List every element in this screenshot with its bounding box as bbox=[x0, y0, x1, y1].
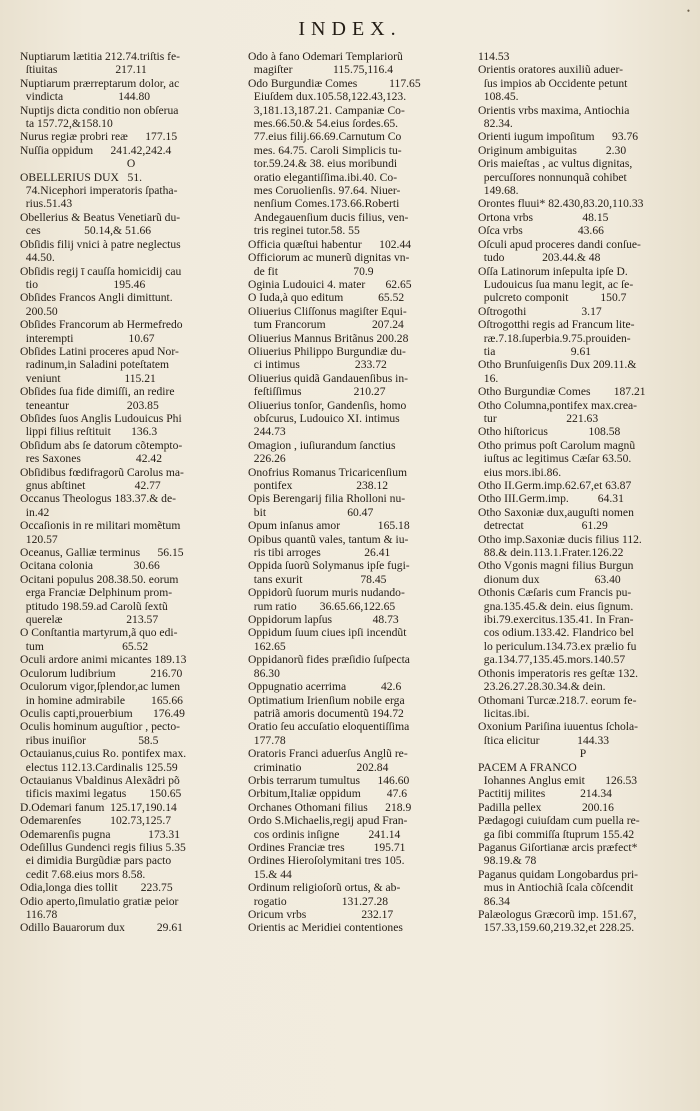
index-entry-text: Obſidis filij vnici à patre neglectus 44.50. bbox=[20, 237, 181, 265]
index-entry bbox=[478, 157, 690, 197]
index-entry bbox=[248, 332, 472, 345]
index-entry bbox=[248, 533, 472, 560]
index-entry bbox=[478, 908, 690, 935]
index-entry bbox=[20, 573, 244, 627]
index-entry-text: Odemarenſis pugna 173.31 bbox=[20, 827, 181, 841]
index-entry-text: P bbox=[579, 747, 589, 761]
index-entry-text: Obſides ſuos Anglis Ludouicus Phi lippi filius reſtituit 136.3 bbox=[20, 411, 182, 439]
index-entry-text: Oppidorũ ſuorum muris nudando- rum ratio 36.65.66,122.65 bbox=[248, 586, 405, 613]
index-entry bbox=[248, 921, 472, 934]
index-entry bbox=[248, 613, 472, 626]
index-entry-text: O Iuda,à quo editum 65.52 bbox=[248, 291, 405, 305]
index-entry bbox=[20, 626, 244, 653]
index-entry-text: PACEM A FRANCO Iohannes Anglus emit 126.53 bbox=[478, 760, 638, 787]
index-entry-text: Odemarenſes 102.73,125.7 bbox=[20, 814, 172, 828]
index-entry-text: Obſides Latini proceres apud Nor- radinum,in Saladini poteſtatem veniunt 115.21 bbox=[20, 344, 179, 385]
index-entry bbox=[478, 385, 690, 398]
index-entry bbox=[20, 318, 244, 345]
index-entry-text: Octauianus Vbaldinus Alexãdri põ tificis maximi legatus 150.65 bbox=[20, 773, 182, 801]
index-entry bbox=[248, 251, 472, 278]
index-entry-text: Optimatium Irienſium nobile erga patriã amoris documentũ 194.72 bbox=[248, 693, 405, 720]
index-entry-text: O bbox=[126, 157, 138, 171]
index-entry bbox=[478, 801, 690, 814]
index-entry bbox=[248, 345, 472, 372]
index-entry bbox=[248, 305, 472, 332]
index-entry-text: Oppida ſuorũ Solymanus ipſe fugi- tans exurit 78.45 bbox=[248, 559, 410, 586]
index-entry bbox=[20, 828, 244, 841]
index-entry-text: Paganus Giſortianæ arcis præfect* 98.19.& 78 bbox=[478, 840, 638, 868]
index-entry bbox=[20, 50, 244, 77]
index-entry-text: Oſſa Latinorum inſepulta ipſe D. Ludouicus ſua manu legit, ac ſe- pulcreto componit 150.7 bbox=[478, 264, 634, 305]
index-entry bbox=[20, 104, 244, 131]
index-entry bbox=[478, 439, 690, 479]
index-entry bbox=[248, 238, 472, 251]
index-entry-text: Orientis vrbs maxima, Antiochia 82.34. bbox=[478, 103, 630, 131]
index-entry bbox=[248, 559, 472, 586]
index-entry-text: Oppidorum lapſus 48.73 bbox=[248, 613, 399, 627]
index-entry bbox=[20, 492, 244, 519]
index-entry-text: Oliuerius Cliſſonus magiſter Equi- tum Francorum 207.24 bbox=[248, 304, 407, 332]
index-entry bbox=[478, 305, 690, 318]
index-entry-text: Occaſionis in re militari momẽtum 120.57 bbox=[20, 519, 181, 546]
index-entry bbox=[248, 908, 472, 921]
index-entry bbox=[478, 841, 690, 868]
index-entry bbox=[20, 546, 244, 559]
index-entry bbox=[20, 211, 244, 238]
index-entry-text: Orbitum,Italiæ oppidum 47.6 bbox=[248, 787, 408, 801]
index-entry-text: Oliuerius Mannus Britãnus 200.28 bbox=[248, 331, 409, 345]
index-entry bbox=[20, 667, 244, 680]
index-entry-text: Oculis capti,prouerbium 176.49 bbox=[20, 706, 185, 720]
running-head: INDEX. bbox=[298, 18, 402, 40]
index-column-1 bbox=[20, 50, 244, 935]
index-entry-text: Otho imp.Saxoniæ ducis filius 112. 88.& dein.113.1.Frater.126.22 bbox=[478, 532, 642, 560]
index-entry bbox=[248, 278, 472, 291]
index-entry-text: Othomani Turcæ.218.7. eorum fe- licitas.ibi. bbox=[478, 693, 637, 720]
index-entry bbox=[478, 265, 690, 305]
index-entry bbox=[478, 211, 690, 224]
index-entry-text: Orontes fluui* 82.430,83.20,110.33 bbox=[478, 197, 644, 211]
index-entry bbox=[478, 425, 690, 438]
index-entry bbox=[248, 519, 472, 532]
index-entry-text: Otho primus poſt Carolum magnũ iuſtus ac legitimus Cæſar 63.50. eius mors.ibi.86. bbox=[478, 438, 636, 479]
index-entry-text: Odeſillus Gundenci regis filius 5.35 ei dimidia Burgũdiæ pars pacto cedit 7.68.eius mors 8.58. bbox=[20, 840, 186, 881]
index-entry-text: Otho hiſtoricus 108.58 bbox=[478, 425, 621, 439]
index-entry-text: Oppugnatio acerrima 42.6 bbox=[248, 680, 402, 694]
index-entry-text: Onofrius Romanus Tricaricenſium pontifex 238.12 bbox=[248, 465, 408, 492]
index-entry bbox=[248, 881, 472, 908]
index-entry-text: Obſidibus fœdifragorũ Carolus ma- gnus abſtinet 42.77 bbox=[20, 465, 184, 492]
index-entry bbox=[20, 466, 244, 493]
index-entry bbox=[478, 479, 690, 492]
index-entry-text: 114.53 bbox=[478, 50, 510, 63]
section-letter bbox=[478, 747, 690, 760]
index-entry-text: Oricum vrbs 232.17 bbox=[248, 908, 394, 921]
index-entry-text: Obellerius & Beatus Venetiarũ du- ces 50.14,& 51.66 bbox=[20, 210, 181, 238]
index-entry bbox=[478, 358, 690, 385]
index-entry-text: Oſculi apud proceres dandi conſue- tudo 203.44.& 48 bbox=[478, 237, 641, 265]
index-entry bbox=[248, 694, 472, 721]
index-entry bbox=[248, 841, 472, 854]
index-entry bbox=[20, 814, 244, 827]
index-entry-text: Oratio ſeu accuſatio eloquentiſſima 177.78 bbox=[248, 720, 410, 747]
index-entry-text: Otho Burgundiæ Comes 187.21 bbox=[478, 385, 646, 399]
index-entry-text: Eiuſdem dux.105.58,122.43,123. 3,181.13,187.21. Campaniæ Co- mes.66.50.& 54.eius ſordes.65. 77.eius filij.66.69.Carnutum Co mes. 64.75. Caroli Simplicis tu- tor.59.24.& 38. eius moribundi oratio elegantiſſima.ibi.40. Co- mes Coruolienſis. 97.64. Niuer- nenſium Comes.173.66.Roberti Andegauenſium ducis filius, ven- tris reginei tutor.58. 55 bbox=[253, 90, 409, 238]
index-entry-text: Pactitij milites 214.34 bbox=[478, 787, 612, 801]
index-entry bbox=[478, 533, 690, 560]
index-entry bbox=[20, 921, 244, 934]
index-entry bbox=[478, 63, 690, 103]
index-entry bbox=[20, 559, 244, 572]
index-entry-text: Oppidanorũ fides præſidio ſuſpecta 86.30 bbox=[248, 653, 410, 680]
index-entry bbox=[20, 291, 244, 318]
index-entry-text: Officiorum ac munerũ dignitas vn- de fit 70.9 bbox=[248, 251, 410, 278]
index-entry bbox=[248, 787, 472, 800]
index-entry-text: Pædagogi cuiuſdam cum puella re- ga ſibi commiſſa ſtuprum 155.42 bbox=[478, 814, 640, 841]
index-entry-text: Nuſſia oppidum 241.42,242.4 bbox=[20, 143, 172, 157]
index-entry-text: Otho Brunſuigenſis Dux 209.11.& 16. bbox=[478, 358, 637, 385]
index-entry bbox=[248, 439, 472, 466]
index-entry bbox=[478, 104, 690, 131]
index-entry bbox=[20, 385, 244, 412]
index-entry-text: Nuptijs dicta conditio non obſerua ta 157.72,&158.10 bbox=[20, 103, 179, 131]
index-entry bbox=[20, 345, 244, 385]
index-entry bbox=[478, 787, 690, 800]
index-entry-text: Ordines Hieroſolymitani tres 105. 15.& 44 bbox=[248, 854, 405, 881]
index-entry-text: Orienti iugum impoſitum 93.76 bbox=[478, 130, 639, 144]
index-entry bbox=[248, 586, 472, 613]
index-entry bbox=[248, 291, 472, 304]
index-entry-text: Ordo S.Michaelis,regij apud Fran- cos ordinis inſigne 241.14 bbox=[248, 814, 408, 841]
index-entry bbox=[248, 854, 472, 881]
index-entry bbox=[478, 197, 690, 210]
index-entry bbox=[20, 841, 244, 881]
index-entry bbox=[20, 412, 244, 439]
index-entry bbox=[20, 519, 244, 546]
index-entry bbox=[20, 653, 244, 666]
index-entry-text: Ocitana colonia 30.66 bbox=[20, 559, 160, 573]
index-entry-text: Oliuerius tonſor, Gandenſis, homo obſcurus, Ludouico XI. intimus 244.73 bbox=[248, 398, 407, 439]
index-entry-text: Otho III.Germ.imp. 64.31 bbox=[478, 492, 624, 506]
index-entry-text: Otho II.Germ.imp.62.67,et 63.87 bbox=[478, 479, 632, 492]
index-entry bbox=[478, 720, 690, 747]
index-column-3 bbox=[478, 50, 690, 935]
index-entry-text: Orbis terrarum tumultus 146.60 bbox=[248, 773, 410, 787]
index-entry bbox=[248, 626, 472, 653]
index-entry bbox=[20, 774, 244, 801]
index-entry bbox=[248, 399, 472, 439]
index-entry bbox=[478, 399, 690, 426]
index-entry bbox=[478, 586, 690, 666]
index-entry bbox=[20, 265, 244, 292]
index-entry-text: Opis Berengarij filia Rholloni nu- bit 60.47 bbox=[248, 492, 406, 519]
index-entry-text: Palæologus Græcorũ imp. 151.67, 157.33,159.60,219.32,et 228.25. bbox=[478, 908, 637, 935]
index-entry-text: Otho Vgonis magni filius Burgun dionum dux 63.40 bbox=[478, 559, 634, 586]
index-entry-text: Padilla pellex 200.16 bbox=[478, 800, 614, 814]
index-entry-text: Oppidum ſuum ciues ipſi incendũt 162.65 bbox=[248, 626, 407, 653]
index-entry bbox=[478, 130, 690, 143]
index-entry bbox=[20, 144, 244, 157]
index-entry bbox=[20, 130, 244, 143]
index-entry bbox=[248, 372, 472, 399]
index-entry-text: Nurus regiæ probri reæ 177.15 bbox=[20, 130, 178, 144]
index-entry-text: Opibus quantũ vales, tantum & iu- ris tibi arroges 26.41 bbox=[248, 532, 409, 560]
index-entry bbox=[248, 747, 472, 774]
index-entry bbox=[478, 238, 690, 265]
index-entry-text: Oliuerius quidã Gandauenſibus in- feſtiſſimus 210.27 bbox=[248, 371, 409, 399]
index-entry-text: Octauianus,cuius Ro. pontifex max. electus 112.13.Cardinalis 125.59 bbox=[20, 747, 187, 774]
index-entry bbox=[248, 814, 472, 841]
index-entry bbox=[20, 720, 244, 747]
index-entry-text: Otho Saxoniæ dux,auguſti nomen detrectat 61.29 bbox=[478, 505, 634, 533]
index-entry bbox=[248, 653, 472, 680]
index-entry-text: Obſidis regij ī cauſſa homicidij cau tio 195.46 bbox=[20, 264, 182, 291]
index-entry-text: Oculorum vigor,ſplendor,ac lumen in homine admirabile 165.66 bbox=[20, 680, 183, 707]
index-entry-text: Oxonium Pariſina iuuentus ſchola- ſtica elicitur 144.33 bbox=[478, 720, 639, 747]
index-entry-text: Otho Columna,pontifex max.crea- tur 221.63 bbox=[478, 398, 638, 425]
index-entry bbox=[478, 559, 690, 586]
index-entry bbox=[478, 868, 690, 908]
index-entry bbox=[478, 50, 690, 63]
index-entry bbox=[20, 171, 244, 211]
index-entry bbox=[478, 694, 690, 721]
index-column-2 bbox=[248, 50, 472, 935]
index-entry bbox=[20, 238, 244, 265]
index-entry bbox=[478, 144, 690, 157]
index-entry-text: Opum inſanus amor 165.18 bbox=[248, 519, 410, 533]
index-entry bbox=[248, 50, 472, 77]
index-entry-text: Oris maieſtas , ac vultus dignitas, percuſſores nonnunquã cohibet 149.68. bbox=[478, 157, 633, 198]
index-entry-text: D.Odemari fanum 125.17,190.14 bbox=[20, 800, 177, 814]
index-entry-text: Oginia Ludouici 4. mater 62.65 bbox=[248, 277, 412, 291]
index-entry bbox=[248, 466, 472, 493]
index-entry bbox=[20, 439, 244, 466]
index-entry bbox=[248, 801, 472, 814]
index-entry-text: OBELLERIUS DUX 51. 74.Nicephori imperatoris ſpatha- rius.51.43 bbox=[20, 170, 178, 211]
index-entry-text: Orientis oratores auxiliũ aduer- ſus impios ab Occidente petunt 108.45. bbox=[478, 63, 628, 104]
index-entry-text: Odia,longa dies tollit 223.75 bbox=[20, 881, 173, 895]
index-entry-text: Ortona vrbs 48.15 bbox=[478, 210, 609, 224]
index-entry bbox=[20, 895, 244, 922]
index-entry-text: Obſides ſua fide dimiſſi, an redire teneantur 203.85 bbox=[20, 385, 175, 412]
index-entry bbox=[20, 707, 244, 720]
index-entry bbox=[248, 90, 472, 237]
index-entry bbox=[20, 747, 244, 774]
index-entry-text: Oſtrogothi 3.17 bbox=[478, 304, 602, 318]
index-entry bbox=[478, 318, 690, 358]
index-entry-text: Obſides Francos Angli dimittunt. 200.50 bbox=[20, 291, 173, 318]
corner-mark: • bbox=[686, 6, 690, 16]
index-entry-text: Ordines Franciæ tres 195.71 bbox=[248, 840, 406, 854]
index-entry-text: O Conſtantia martyrum,ã quo edi- tum 65.52 bbox=[20, 626, 178, 653]
index-entry-text: Odo à fano Odemari Templariorũ magiſter 115.75,116.4 bbox=[248, 50, 403, 77]
index-entry bbox=[248, 774, 472, 787]
index-entry-text: Othonis Cæſaris cum Francis pu- gna.135.45.& dein. eius ſignum. ibi.79.exercitus.135.41. In Fran- cos odium.133.42. Flandrico bel lo periculum.134.73.ex prælio fu ga.134.77,135.45.mors.140.57 bbox=[478, 586, 637, 667]
index-entry-text: Oratoris Franci aduerſus Anglũ re- criminatio 202.84 bbox=[248, 747, 408, 774]
index-entry-text: Oceanus, Galliæ terminus 56.15 bbox=[20, 546, 184, 560]
index-entry-text: Odillo Bauarorum dux 29.61 bbox=[20, 921, 183, 935]
index-entry bbox=[20, 680, 244, 707]
index-entry-text: Officia quæſtui habentur 102.44 bbox=[248, 237, 412, 251]
index-entry bbox=[478, 492, 690, 505]
index-entry-text: Oculorum ludibrium 216.70 bbox=[20, 666, 183, 680]
index-entry bbox=[478, 761, 690, 788]
index-entry-text: Orientis ac Meridiei contentiones bbox=[248, 921, 403, 935]
index-entry-text: Obſides Francorum ab Hermefredo interempti 10.67 bbox=[20, 318, 183, 345]
index-entry-text: Nuptiarum prærreptarum dolor, ac vindicta 144.80 bbox=[20, 76, 180, 104]
index-entry bbox=[248, 492, 472, 519]
index-entry-text: Originum ambiguitas 2.30 bbox=[478, 143, 627, 157]
index-entry-text: Oliuerius Philippo Burgundiæ du- ci intimus 233.72 bbox=[248, 344, 406, 372]
index-entry bbox=[478, 814, 690, 841]
index-entry bbox=[20, 77, 244, 104]
index-entry bbox=[248, 77, 472, 90]
index-entry-text: Oculi ardore animi micantes 189.13 bbox=[20, 653, 187, 667]
index-entry-text: Odo Burgundiæ Comes 117.65 bbox=[248, 76, 421, 90]
index-entry bbox=[248, 680, 472, 693]
section-letter bbox=[20, 157, 244, 170]
index-entry-text: Ocitani populus 208.38.50. eorum erga Franciæ Delphinum prom- ptitudo 198.59.ad Carolũ ſextũ querelæ 213.57 bbox=[20, 572, 179, 627]
index-entry-text: Omagion , iuſiurandum ſanctius 226.26 bbox=[248, 438, 396, 466]
index-entry bbox=[20, 801, 244, 814]
index-entry-text: Oſtrogotthi regis ad Francum lite- ræ.7.18.ſuperbia.9.75.prouiden- tia 9.61 bbox=[478, 318, 635, 358]
index-entry-text: Odio aperto,ſimulatio gratiæ peior 116.78 bbox=[20, 894, 179, 921]
index-entry bbox=[20, 881, 244, 894]
index-entry-text: Oſca vrbs 43.66 bbox=[478, 224, 604, 238]
index-entry bbox=[478, 667, 690, 694]
index-entry-text: Obſidum abs ſe datorum cõtempto- res Saxones 42.42 bbox=[20, 438, 183, 466]
index-entry bbox=[478, 506, 690, 533]
index-entry-text: Ordinum religioſorũ ortus, & ab- rogatio 131.27.28 bbox=[248, 881, 401, 908]
index-entry-text: Othonis imperatoris res geſtæ 132. 23.26.27.28.30.34.& dein. bbox=[478, 666, 639, 694]
index-entry bbox=[478, 224, 690, 237]
index-entry-text: Oculis hominum auguſtior , pecto- ribus inuiſior 58.5 bbox=[20, 720, 181, 747]
index-entry-text: Occanus Theologus 183.37.& de- in.42 bbox=[20, 492, 176, 519]
index-entry bbox=[248, 720, 472, 747]
index-entry-text: Paganus quidam Longobardus pri- mus in Antiochiã ſcala cõſcendit 86.34 bbox=[478, 867, 639, 908]
index-entry-text: Nuptiarum lætitia 212.74.triſtis fe- ſtiuitas 217.11 bbox=[20, 50, 181, 77]
index-entry-text: Orchanes Othomani filius 218.9 bbox=[248, 800, 412, 814]
